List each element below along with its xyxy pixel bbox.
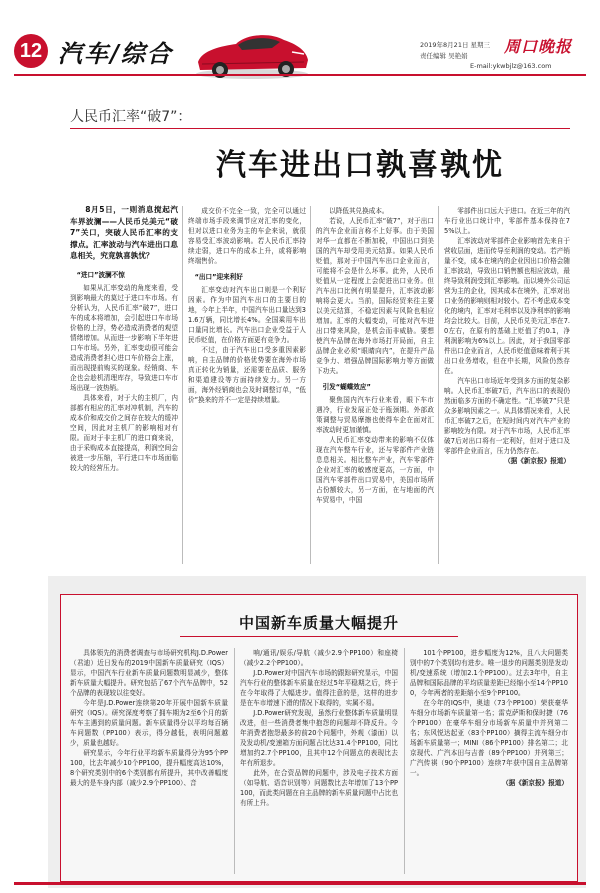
article2-source: （据《新京报》报道） — [502, 779, 568, 787]
header-info — [420, 40, 490, 62]
paragraph: 聚焦国内汽车行业来看，眼下车市遇冷，行业发展正处于瓶颈期。外部政策调整与贸易摩擦也使得车企在面对汇率波动时更加谨慎。 — [316, 396, 434, 434]
article2-column-2 — [240, 648, 398, 874]
subhead-export: “出口”迎来利好 — [194, 273, 243, 281]
paragraph: 不过，由于汽车出口受多重因素影响，自主品牌的价格优势要在海外市场真正转化为销量，还需要在品质、服务和渠道建设等方面持续发力。另一方面，海外经销商也会及时调整订单，“低价”换来的并不一定是持续增量。 — [188, 346, 306, 404]
paragraph: 汽车出口市场近年受到多方面的复杂影响。人民币汇率破7后，汽车出口的表现仍然面临多方面的不确定性。“汇率破7”只是众多影响因素之一。从具体情况来看，人民币汇率破7之后，在短时间内对汽车产业的影响较为有限。对于汽车市场，人民币汇率破7后对出口将有一定利好，但对于进口及零部件企业而言，压力仍然存在。 — [444, 377, 570, 455]
article2-column-3 — [410, 648, 568, 874]
column-divider — [404, 648, 405, 874]
article1-column-2 — [188, 206, 306, 566]
article1-column-4 — [444, 206, 570, 566]
section-title: 汽车/综合 — [58, 39, 173, 68]
paragraph: J.D.Power对中国汽车市场的跟踪研究显示，中国汽车行业的整体新车质量在经过5年平稳期之后，终于在今年取得了大幅进步。值得注意的是，这样的进步是在车市增速下滑的情况下取得的，实属不易。 — [240, 669, 398, 707]
red-sports-car-image — [192, 20, 312, 82]
article-lead — [70, 204, 178, 262]
lead-paragraph: 8月5日，一则消息搅起汽车界波澜——人民币兑美元“破7”关口，突破人民币汇率的支撑点。汇率波动与汽车进出口息息相关，究竟孰喜孰忧？ — [70, 205, 178, 261]
paragraph: 今年是J.D.Power连续第20年开展中国新车质量研究（IQS）。研究深度考察了拥车期为2至6个月的新车车主遇到的质量问题。新车质量得分以平均每百辆车问题数（PP100）表示，得分越低，表明问题越少，质量也越好。 — [70, 699, 228, 747]
paragraph: 在今年的IQS中，奥迪（73个PP100）荣获豪华车细分市场新车质量第一名；雷克萨斯和保时捷（76个PP100）在豪华车细分市场新车质量中并列第二名；东风悦达起亚（83个PP100）摘得主流车细分市场新车质量第一；MINI（86个PP100）排名第二；北京现代、广汽本田与吉普（89个PP100）并列第三；广汽传祺（90个PP100）连续7年获中国自主品牌第一。 — [410, 699, 568, 777]
column-divider — [310, 206, 311, 564]
subhead-import: “进口”波澜不惊 — [76, 271, 125, 279]
article-headline: 汽车进出口孰喜孰忧 — [216, 148, 504, 183]
subhead-butterfly: 引发“蝴蝶效应” — [322, 383, 371, 391]
paragraph: 成交价不完全一致，完全可以通过终端市场手段来调节应对汇率的变化，但对以进口业务为主的车企来说，就很容易受汇率波动影响。若人民币汇率持续走弱，进口车的成本上升，或将影响终端售价。 — [188, 207, 306, 265]
paragraph: 此外，在合资品牌的问题中，涉及电子技术方面（如导航、语音识别等）问题数比去年增加了13个PP100，而此类问题在自主品牌的新车质量问题中占比也有所上升。 — [240, 769, 398, 807]
paragraph: 具体领先的消费者调查与市场研究机构J.D.Power（君迪）近日发布的2019中国新车质量研究（IQS）显示，中国汽车行业新车质量问题数明显减少，整体新车质量大幅提升。研究包括了67个汽车品牌中，52个品牌的表现较以往变好。 — [70, 649, 228, 697]
article1-source: （据《新京报》报道） — [504, 457, 570, 465]
paragraph: 若说，人民币汇率“破7”，对于出口的汽车企业而言称不上好事。由于美国对华一直都在不断加税，中国出口到美国的汽车却受用美元结算。如果人民币贬值，那对于中国汽车出口企业而言，可能将不会是什么坏事。此外，人民币贬值从一定程度上会促进出口业务。但汽车出口比例有明显提升，汇率波动影响将会更大。当前，国际经贸来往主要以美元结算，不稳定因素与风险也相应增加。汇率的大幅变动，可能对汽车进出口带来风险，是机会而非威胁。要想使汽车品牌在海外市场打开局面，自主品牌企业必须“眼睛向内”，在提升产品竞争力、增强品牌国际影响力等方面做下功夫。 — [316, 217, 434, 375]
footer-rule — [14, 882, 586, 885]
paragraph: J.D.Power研究发现，虽然行业整体新车质量明显改进，但一些消费者集中抱怨的问题却不降反升。今年消费者抱怨最多的前20个问题中，外观（漆面）以及发动机/变速箱方面问题占比达31.4个PP100，同比增加约2.7个PP100，且其中12个问题点的表现比去年有所退步。 — [240, 709, 398, 767]
paragraph: 零部件出口远大于进口。在近三年的汽车行业出口统计中，零部件基本保持在75%以上。 — [444, 207, 570, 235]
column-divider — [234, 648, 235, 874]
column-divider — [182, 206, 183, 564]
page-number-badge: 12 — [14, 34, 48, 68]
kicker-rule — [70, 128, 570, 129]
article1-column-3 — [316, 206, 434, 566]
article-kicker: 人民币汇率“破7”： — [70, 109, 192, 125]
issue-date: 2019年8月21日 星期三 — [420, 41, 491, 49]
column-divider — [438, 206, 439, 564]
paragraph: 研究显示，今年行业平均新车质量得分为95个PP100，比去年减少10个PP100，提升幅度高达10%，8个研究类别中的6个类别都有所提升，其中改善幅度最大的是车身内部（减少2.9个PP100）、音 — [70, 749, 228, 787]
paragraph: 如果从汇率变动的角度来看，受到影响最大的莫过于进口车市场。有分析认为，人民币汇率“破7”，进口车的成本将增加，会引起进口车市场价格的上浮，势必造成消费者的观望情绪增加。从而进一步影响下半年进口车市场。另外，汇率变动很可能会造成消费者担心进口车价格会上涨，而出现提前购买的现象。经销商、车企也会趁机清理库存，导致进口车市场出现一波热销。 — [70, 284, 178, 392]
header-rule — [14, 74, 586, 76]
paragraph: 汇率波动对零部件企业影响首先来自于营收层面，进而传导至利润的变动。若产销量不变，成本在境内的企业因出口价格会随汇率波动，导致出口销售额也相应波动，最终导致利润受到汇率影响。而以境外公司运营为主的企业，因其成本在境外，汇率对出口业务的影响则相对较小。若不考虑成本变化的境内，汇率对毛利率以及净利率的影响均会比较大。目前，人民币兑美元汇率在7.0左右，在原有的基础上贬值了约0.1，净利润影响为6%以上。因此，对于我国零部件出口企业而言，人民币贬值意味着利于其出口业务增收，但在中长期，风险仍然存在。 — [444, 237, 570, 375]
paragraph: 响/通讯/娱乐/导航（减少2.9个PP100）和座椅（减少2.2个PP100）。 — [240, 649, 398, 667]
contact-email: E-mail:ykwbjlz@163.com — [470, 62, 552, 70]
article2-column-1 — [70, 648, 228, 874]
paragraph: 101个PP100，进步幅度为12%，且八大问题类别中的7个类别均有进步。唯一退步的问题类别是发动机/变速系统（增加2.1个PP100）。过去3年中，自主品牌和国际品牌的平均质量差距已经缩小至14个PP100，今年两者的差距缩小至9个PP100。 — [410, 649, 568, 697]
editor-credit: 责任编辑 吴艳娟 — [420, 52, 468, 60]
paragraph: 人民币汇率变动带来的影响不仅体现在汽车整车行业，还与零部件产业链息息相关。相比整车产业，汽车零部件企业对汇率的敏感度更高，一方面，中国汽车零部件出口贸易中，美国市场所占份额较大，另一方面，在与地面的汽车贸易中，中国 — [316, 436, 434, 504]
article1-column-1 — [70, 264, 178, 564]
newspaper-logo: 周口晚报 — [504, 37, 573, 56]
paragraph: 具体来看，对于大的主机厂，内部都有相应的汇率对冲机制，汽车的成本价和成交价之间存在较大的缓冲空间，因此对主机厂的影响相对有限。而对于非主机厂的进口商来说，由于采购成本直接提高，利润空间会被进一步压缩，平行进口车市场面临较大的经营压力。 — [70, 394, 178, 472]
paragraph: 汇率变动对汽车出口则是一个利好因素。作为中国汽车出口的主要目的地，今年上半年，中国汽车出口量达到31.6万辆，同比增长4%。全国乘用车出口量同比增长。汽车出口企业受益于人民币贬值，在价格方面更有竞争力。 — [188, 286, 306, 344]
article2-headline: 中国新车质量大幅提升 — [238, 614, 399, 632]
article2-title-rule — [180, 636, 458, 637]
paragraph: 以降低其兑换成本。 — [329, 207, 389, 215]
